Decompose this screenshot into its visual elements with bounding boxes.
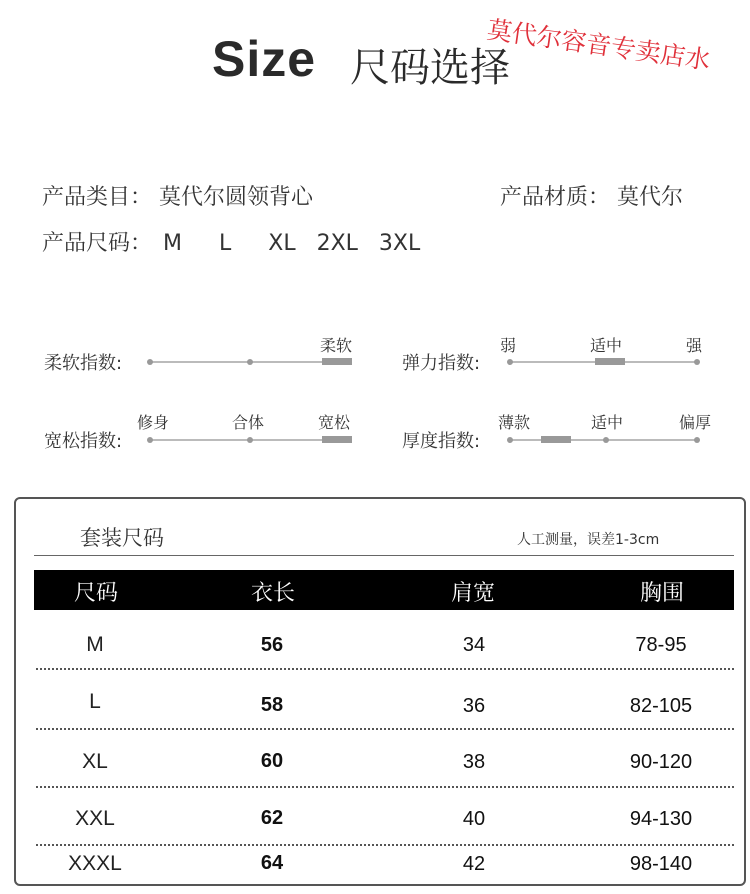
size-option: L xyxy=(219,231,232,256)
category-value: 莫代尔圆领背心 xyxy=(159,185,314,210)
table-cell: XXL xyxy=(75,807,115,830)
material-row xyxy=(500,180,683,211)
row-divider xyxy=(36,786,734,788)
table-cell: 40 xyxy=(462,808,486,830)
table-cell: 64 xyxy=(260,852,284,874)
table-cell: 34 xyxy=(462,634,486,656)
title-divider xyxy=(34,555,734,556)
table-cell: 36 xyxy=(462,695,486,717)
fit-tick-label: 合体 xyxy=(232,413,265,432)
softness-label: 柔软指数: xyxy=(44,353,123,374)
size-table-title: 套装尺码 xyxy=(80,526,164,550)
elasticity-tick-dot xyxy=(507,359,513,365)
table-cell: 98-140 xyxy=(629,853,693,875)
thickness-tick-dot xyxy=(603,437,609,443)
table-cell: 58 xyxy=(260,694,284,716)
size-option: M xyxy=(163,231,182,256)
title-en: Size xyxy=(212,31,317,87)
table-cell: XL xyxy=(82,750,108,773)
softness-tick-dot xyxy=(247,359,253,365)
table-cell: 78-95 xyxy=(635,634,687,656)
elasticity-tick-dot xyxy=(694,359,700,365)
elasticity-tick-label: 适中 xyxy=(590,336,623,355)
header-length: 衣长 xyxy=(250,581,296,606)
elasticity-tick-label: 强 xyxy=(686,336,703,355)
watermark: 莫代尔容音专卖店水 xyxy=(485,14,713,75)
header-chest: 胸围 xyxy=(639,581,685,606)
table-header xyxy=(34,570,734,610)
table-cell: 62 xyxy=(260,807,284,829)
fit-tick-dot xyxy=(247,437,253,443)
measurement-note: 人工测量，误差1-3cm xyxy=(517,532,660,548)
row-divider xyxy=(36,668,734,670)
thickness-label: 厚度指数: xyxy=(402,431,481,452)
header-size: 尺码 xyxy=(73,581,119,606)
table-cell: 94-130 xyxy=(629,808,693,830)
row-divider xyxy=(36,844,734,846)
elasticity-label: 弹力指数: xyxy=(402,353,481,374)
material-label: 产品材质： xyxy=(500,185,611,210)
sizes-label: 产品尺码： xyxy=(42,231,153,256)
fit-tick-label: 宽松 xyxy=(318,413,351,432)
softness-marker xyxy=(322,358,352,365)
fit-marker xyxy=(322,436,352,443)
fit-tick-dot xyxy=(147,437,153,443)
table-cell: 90-120 xyxy=(629,751,693,773)
softness-tick-dot xyxy=(147,359,153,365)
table-cell: 38 xyxy=(462,751,486,773)
thickness-tick-label: 适中 xyxy=(591,413,624,432)
table-cell: XXXL xyxy=(68,852,122,875)
size-option: 3XL xyxy=(378,231,421,256)
material-value: 莫代尔 xyxy=(617,185,684,210)
thickness-marker xyxy=(541,436,571,443)
table-cell: M xyxy=(86,633,104,656)
thickness-tick-dot xyxy=(507,437,513,443)
fit-tick-label: 修身 xyxy=(137,413,170,432)
table-cell: L xyxy=(89,690,101,713)
table-cell: 56 xyxy=(260,634,284,656)
sizes-row xyxy=(42,226,436,257)
size-option: 2XL xyxy=(316,231,358,256)
elasticity-tick-label: 弱 xyxy=(500,336,517,355)
softness-tick-label: 柔软 xyxy=(320,336,353,355)
title-cn: 尺码选择 xyxy=(350,45,510,91)
thickness-tick-dot xyxy=(694,437,700,443)
table-cell: 42 xyxy=(462,853,486,875)
thickness-tick-label: 薄款 xyxy=(498,413,531,432)
thickness-tick-label: 偏厚 xyxy=(679,413,712,432)
category-row xyxy=(42,180,313,211)
table-cell: 82-105 xyxy=(629,695,693,717)
table-cell: 60 xyxy=(260,750,284,772)
category-label: 产品类目： xyxy=(42,185,153,210)
header-shoulder: 肩宽 xyxy=(450,581,496,606)
size-option: XL xyxy=(268,231,296,256)
elasticity-marker xyxy=(595,358,625,365)
row-divider xyxy=(36,728,734,730)
fit-label: 宽松指数: xyxy=(44,431,123,452)
